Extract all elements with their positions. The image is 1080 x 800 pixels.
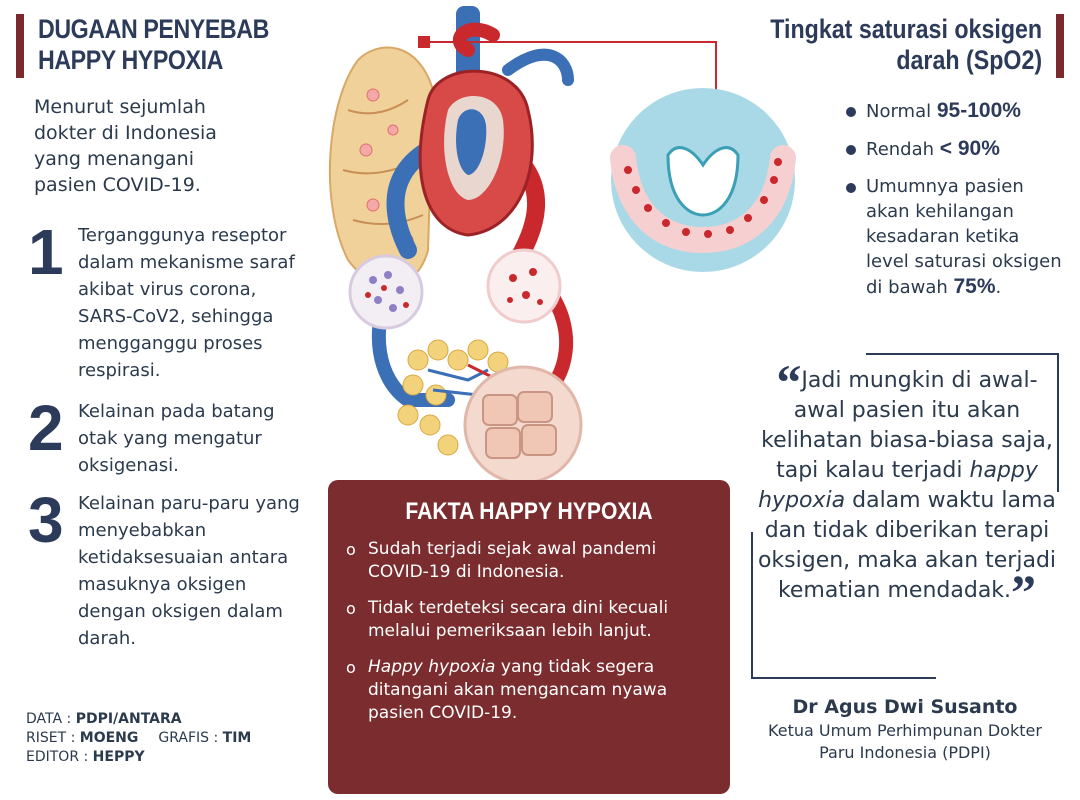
close-quote-icon: ”	[1011, 564, 1037, 620]
facts-title: FAKTA HAPPY HYPOXIA	[405, 498, 653, 525]
spo2-normal-value: 95-100%	[936, 99, 1021, 122]
left-header	[16, 14, 307, 78]
cause-number: 1	[28, 216, 64, 288]
cause-number: 2	[28, 392, 64, 464]
credits	[26, 710, 251, 767]
facts-list	[346, 538, 718, 738]
facts-box	[328, 480, 730, 794]
spo2-note-value: 75%	[953, 275, 996, 298]
fact-item-1: o Sudah terjadi sejak awal pandemi COVID-19 di Indonesia.	[346, 538, 718, 584]
spo2-note: Umumnya pasien akan kehilangan kesadaran ketika level saturasi oksigen di bawah 75%.	[844, 174, 1064, 300]
credit-data: DATA : PDPI/ANTARA	[26, 711, 182, 727]
spo2-low-value: < 90%	[939, 137, 1000, 160]
author	[750, 694, 1060, 764]
spo2-low: Rendah < 90%	[844, 136, 1064, 162]
cause-text: Kelainan paru-paru yang menyebabkan ketidaksesuaian antara masuknya oksigen dengan oksigen dalam darah.	[78, 493, 300, 649]
quote-text: “Jadi mungkin di awal-awal pasien itu akan kelihatan biasa-biasa saja, tapi kalau terjadi happy hypoxia dalam waktu lama dan tidak diberikan terapi oksigen, maka akan terjadi kematian mendadak.”	[757, 354, 1057, 620]
author-name: Dr Agus Dwi Susanto	[792, 696, 1018, 718]
fact-item-2: o Tidak terdeteksi secara dini kecuali melalui pemeriksaan lebih lanjut.	[346, 597, 718, 643]
spo2-list	[844, 98, 1064, 312]
left-header-line2: HAPPY HYPOXIA	[38, 45, 223, 75]
author-title: Ketua Umum Perhimpunan Dokter Paru Indonesia (PDPI)	[768, 721, 1042, 762]
credit-editor: EDITOR : HEPPY	[26, 749, 145, 765]
right-header	[726, 14, 1064, 78]
cause-text: Terganggunya reseptor dalam mekanisme saraf akibat virus corona, SARS-CoV2, sehingga mengganggu proses respirasi.	[78, 225, 295, 381]
credit-riset-grafis: RISET : MOENG GRAFIS : TIM	[26, 730, 252, 746]
fact-item-3: o Happy hypoxia yang tidak segera ditangani akan mengancam nyawa pasien COVID-19.	[346, 656, 718, 725]
left-header-line1: DUGAAN PENYEBAB	[38, 14, 269, 44]
intro-text: Menurut sejumlah dokter di Indonesia yang menangani pasien COVID-19.	[34, 96, 217, 196]
right-header-line2: darah (SpO2)	[896, 45, 1042, 75]
cause-number: 3	[28, 484, 64, 556]
spo2-normal: Normal 95-100%	[844, 98, 1064, 124]
right-header-line1: Tingkat saturasi oksigen	[770, 14, 1042, 44]
cause-text: Kelainan pada batang otak yang mengatur oksigenasi.	[78, 401, 275, 476]
open-quote-icon: “	[776, 354, 802, 410]
